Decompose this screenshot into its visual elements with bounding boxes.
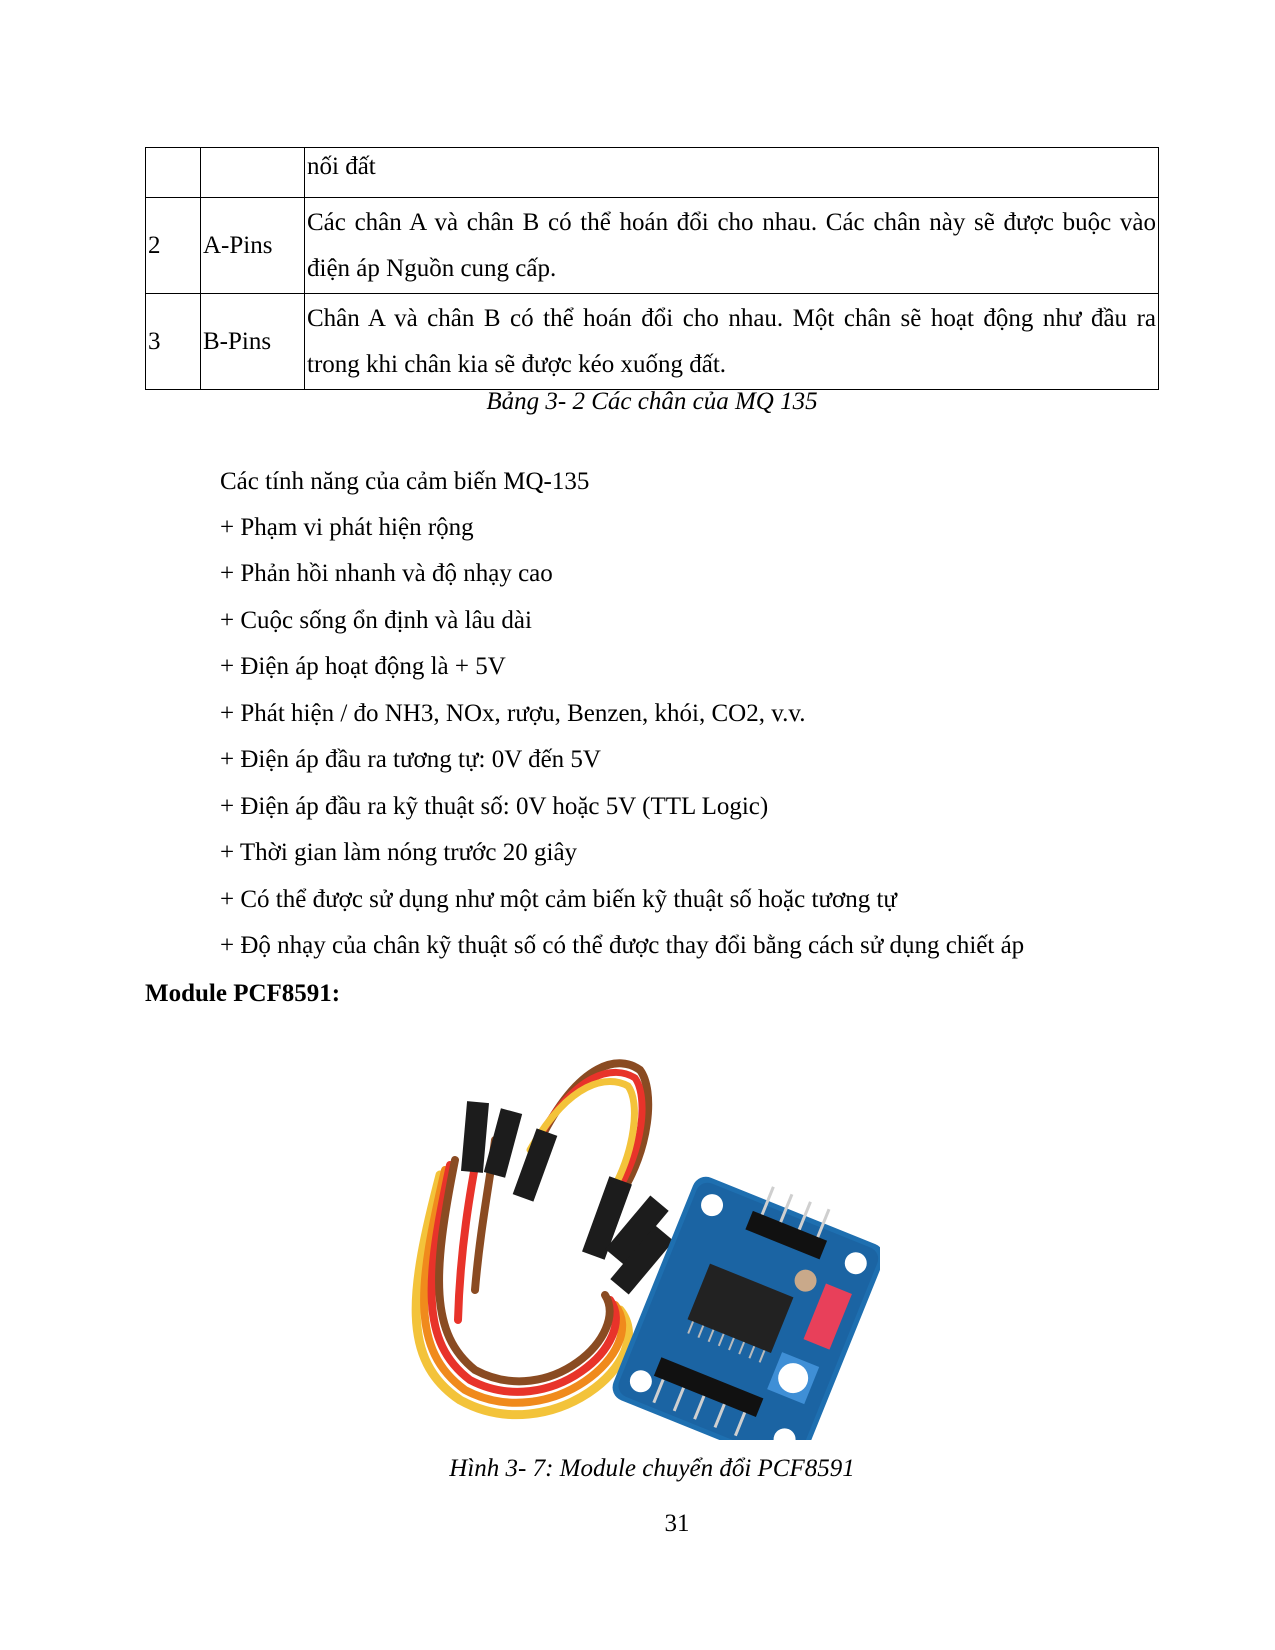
table-row <box>146 198 1159 294</box>
table-cell-description: Các chân A và chân B có thể hoán đổi cho nhau. Các chân này sẽ được buộc vào điện áp Nguồn cung cấp. <box>305 198 1159 294</box>
table-cell-no: 2 <box>146 198 201 294</box>
feature-item: + Có thể được sử dụng như một cảm biến kỹ thuật số hoặc tương tự <box>220 886 897 913</box>
feature-item: + Cuộc sống ổn định và lâu dài <box>220 607 532 634</box>
feature-item: + Độ nhạy của chân kỹ thuật số có thể được thay đổi bằng cách sử dụng chiết áp <box>220 932 1025 959</box>
feature-item: + Phản hồi nhanh và độ nhạy cao <box>220 560 553 587</box>
page-number: 31 <box>664 1510 690 1537</box>
feature-item: + Phạm vi phát hiện rộng <box>220 514 474 541</box>
feature-item: + Phát hiện / đo NH3, NOx, rượu, Benzen, khói, CO2, v.v. <box>220 700 806 727</box>
table-row <box>146 148 1159 198</box>
table-cell-name: A-Pins <box>201 198 305 294</box>
table-caption: Bảng 3- 2 Các chân của MQ 135 <box>486 388 818 415</box>
table-cell-description: nối đất <box>305 148 1159 198</box>
table-cell-no: 3 <box>146 294 201 390</box>
pins-table <box>145 147 1159 390</box>
features-intro: Các tính năng của cảm biến MQ-135 <box>220 468 590 495</box>
table-cell-description: Chân A và chân B có thể hoán đổi cho nhau. Một chân sẽ hoạt động như đầu ra trong khi chân kia sẽ được kéo xuống đất. <box>305 294 1159 390</box>
pcf8591-module-photo <box>400 1030 880 1440</box>
table-cell-name: B-Pins <box>201 294 305 390</box>
feature-item: + Điện áp đầu ra tương tự: 0V đến 5V <box>220 746 601 773</box>
section-heading: Module PCF8591: <box>145 980 341 1007</box>
table-cell-name <box>201 148 305 198</box>
feature-item: + Thời gian làm nóng trước 20 giây <box>220 839 578 866</box>
feature-item: + Điện áp hoạt động là + 5V <box>220 653 506 680</box>
pcf8591-module-illustration <box>400 1030 880 1440</box>
table-row <box>146 294 1159 390</box>
figure-caption: Hình 3- 7: Module chuyển đổi PCF8591 <box>449 1455 855 1482</box>
table-cell-no <box>146 148 201 198</box>
feature-item: + Điện áp đầu ra kỹ thuật số: 0V hoặc 5V (TTL Logic) <box>220 793 769 820</box>
